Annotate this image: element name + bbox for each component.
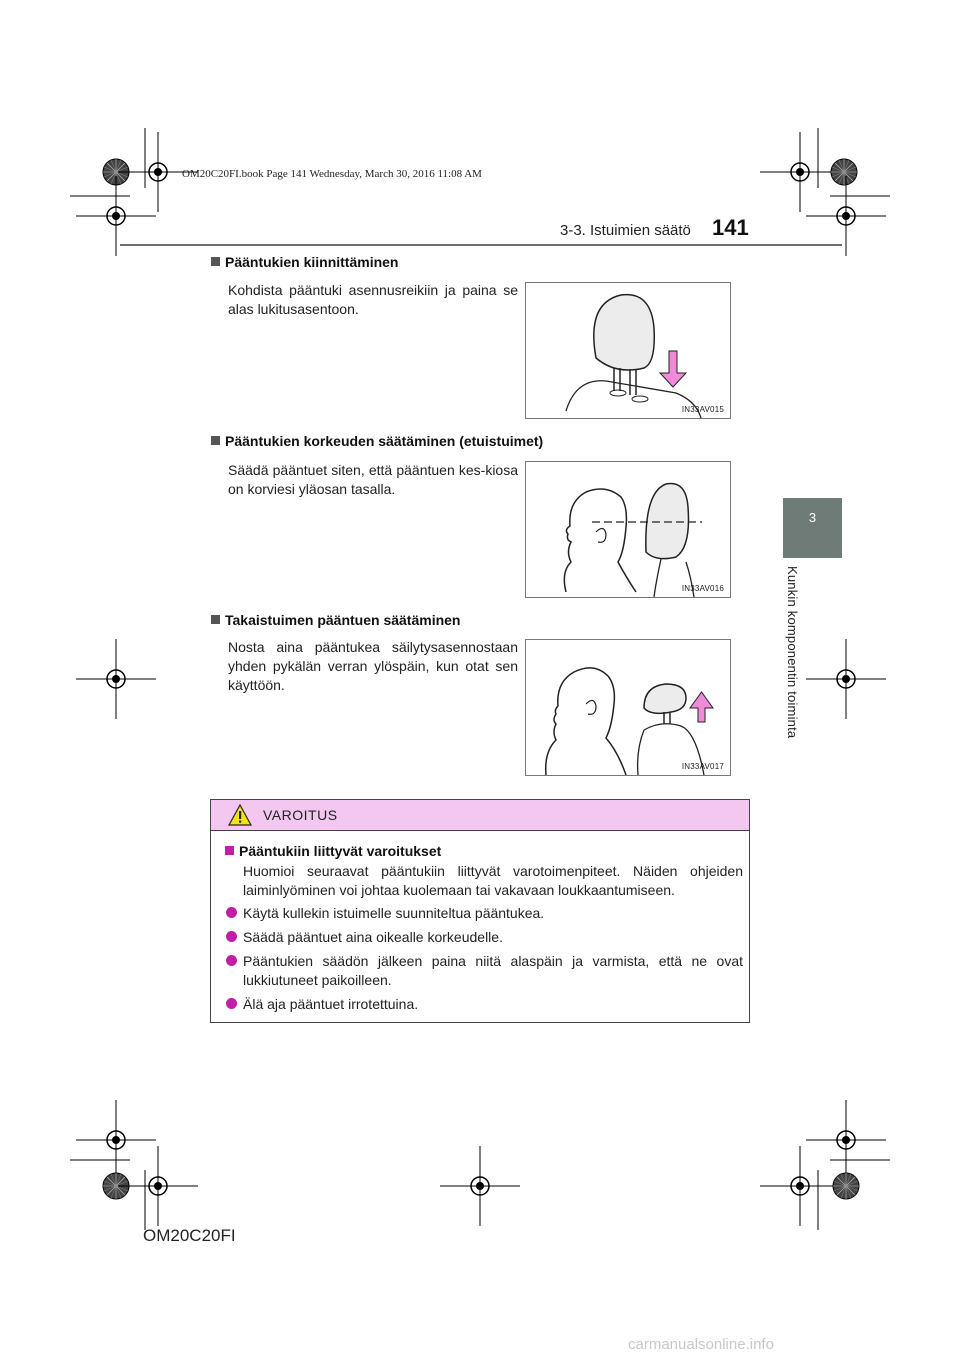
header-rule	[120, 244, 842, 246]
section-text: Säädä pääntuet siten, että pääntuen kes-kiosa on korviesi yläosan tasalla.	[228, 462, 518, 497]
warning-bullet: Pääntukien säädön jälkeen paina niitä alaspäin ja varmista, että ne ovat lukkiutuneet paikoilleen.	[225, 952, 743, 990]
bullet-dot-icon	[226, 931, 237, 942]
section-title: 3-3. Istuimien säätö	[560, 222, 691, 239]
section-heading: Pääntukien kiinnittäminen	[211, 254, 398, 270]
warning-bullet: Käytä kullekin istuimelle suunniteltua pääntukea.	[225, 904, 743, 923]
document-code: OM20C20FI	[143, 1226, 236, 1245]
rear-headrest-figure	[525, 639, 731, 776]
section-heading: Pääntukien korkeuden säätäminen (etuistuimet)	[211, 433, 543, 449]
square-bullet-icon	[225, 846, 234, 855]
bullet-dot-icon	[226, 998, 237, 1009]
section-heading: Takaistuimen pääntuen säätäminen	[211, 612, 460, 628]
figure-code: IN33AV016	[681, 584, 724, 593]
warning-triangle-icon	[228, 804, 252, 826]
chapter-tab	[783, 498, 842, 558]
warning-intro: Huomioi seuraavat pääntukiin liittyvät varotoimenpiteet. Näiden ohjeiden laiminlyöminen voi johtaa kuolemaan tai vakavaan loukkaantumiseen.	[243, 863, 743, 898]
page-number: 141	[712, 215, 749, 240]
book-stamp: OM20C20FI.book Page 141 Wednesday, March 30, 2016 11:08 AM	[182, 168, 482, 180]
headrest-height-illustration	[526, 462, 730, 597]
section-text: Nosta aina pääntukea säilytysasennostaan yhden pykälän verran ylöspäin, kun otat sen käyttöön.	[228, 639, 518, 693]
warning-bullet: Älä aja pääntuet irrotettuina.	[225, 995, 743, 1014]
headrest-height-figure	[525, 461, 731, 598]
chapter-tab-number: 3	[808, 510, 817, 525]
square-bullet-icon	[211, 615, 220, 624]
headrest-install-figure	[525, 282, 731, 419]
bullet-dot-icon	[226, 907, 237, 918]
watermark: carmanualsonline.info	[628, 1336, 774, 1353]
chapter-label: Kunkin komponentin toiminta	[785, 566, 800, 739]
warning-subheading: Pääntukiin liittyvät varoitukset	[225, 843, 441, 859]
warning-box	[210, 799, 750, 1023]
figure-code: IN33AV015	[681, 405, 724, 414]
section-text: Kohdista pääntuki asennusreikiin ja paina se alas lukitusasentoon.	[228, 282, 518, 317]
square-bullet-icon	[211, 257, 220, 266]
headrest-install-illustration	[526, 283, 730, 418]
rear-headrest-illustration	[526, 640, 730, 775]
warning-header	[211, 800, 749, 831]
figure-code: IN33AV017	[681, 762, 724, 771]
square-bullet-icon	[211, 436, 220, 445]
bullet-dot-icon	[226, 955, 237, 966]
warning-title: VAROITUS	[263, 807, 338, 823]
warning-bullet: Säädä pääntuet aina oikealle korkeudelle.	[225, 928, 743, 947]
